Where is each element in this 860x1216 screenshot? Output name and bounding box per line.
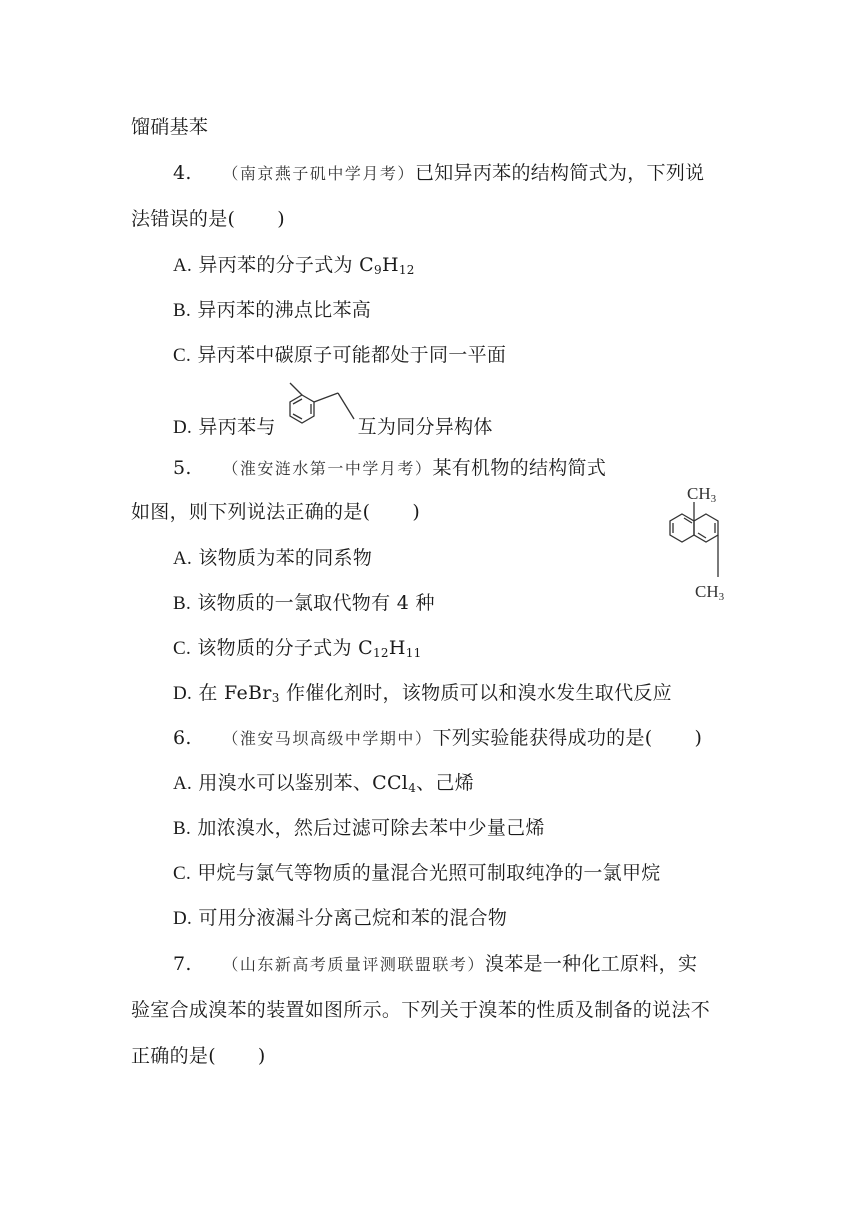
dimethylnaphthalene-structure <box>640 482 750 607</box>
option-b <box>173 590 435 617</box>
question-source: （淮安马坝高级中学期中） <box>222 729 433 748</box>
option-text: 用溴水可以鉴别苯、CCl <box>198 772 409 794</box>
question-text: 正确的是( <box>131 1045 216 1067</box>
question-7-stem-cont2 <box>131 1043 266 1069</box>
subscript: 12 <box>372 646 389 660</box>
option-b <box>173 297 371 324</box>
option-d <box>173 680 672 707</box>
option-text: 异丙苯与 <box>198 416 276 438</box>
option-label: C. <box>173 638 192 659</box>
paren-close: ) <box>277 208 285 230</box>
option-text: 可用分液漏斗分离己烷和苯的混合物 <box>198 907 508 929</box>
option-text: 该物质为苯的同系物 <box>198 547 373 569</box>
option-b <box>173 815 545 842</box>
option-label: D. <box>173 417 193 438</box>
option-text: 异丙苯的沸点比苯高 <box>197 299 372 321</box>
question-text: 某有机物的结构简式 <box>432 457 607 479</box>
question-5-stem-cont <box>131 499 420 525</box>
question-number: 6. <box>173 727 192 749</box>
question-7-stem-cont <box>131 997 710 1023</box>
option-text: 该物质的一氯取代物有 4 种 <box>197 592 435 614</box>
question-number: 5. <box>173 457 192 479</box>
ethyl-toluene-structure <box>280 375 370 440</box>
option-text: 在 FeBr <box>198 682 272 704</box>
methyl-label-top: CH3 <box>687 484 717 505</box>
question-number: 7. <box>173 953 192 975</box>
paren-close: ) <box>257 1045 266 1067</box>
question-text: 验室合成溴苯的装置如图所示。下列关于溴苯的性质及制备的说法不 <box>131 999 711 1021</box>
option-c <box>173 635 422 662</box>
option-label: A. <box>173 255 193 276</box>
question-text: 下列实验能获得成功的是( <box>432 727 653 749</box>
question-4-stem <box>173 160 704 187</box>
methyl-label-bottom: CH3 <box>695 582 725 603</box>
question-source: （山东新高考质量评测联盟联考） <box>222 955 485 974</box>
subscript: 4 <box>408 781 417 795</box>
option-label: D. <box>173 908 193 929</box>
option-text: H <box>381 254 399 276</box>
question-text: 法错误的是( <box>131 208 236 230</box>
option-label: A. <box>173 773 193 794</box>
question-source: （淮安涟水第一中学月考） <box>222 459 433 478</box>
option-c <box>173 342 506 369</box>
option-text: 甲烷与氯气等物质的量混合光照可制取纯净的一氯甲烷 <box>197 862 661 884</box>
question-source: （南京燕子矶中学月考） <box>222 164 415 183</box>
option-text: 异丙苯的分子式为 C <box>198 254 374 276</box>
option-a <box>173 545 372 572</box>
option-label: D. <box>173 683 193 704</box>
question-text: 溴苯是一种化工原料，实 <box>484 953 698 975</box>
option-a <box>173 770 474 797</box>
option-label: B. <box>173 300 192 321</box>
option-text: 作催化剂时，该物质可以和溴水发生取代反应 <box>279 682 672 704</box>
option-text: 、己烯 <box>416 772 475 794</box>
question-7-stem <box>173 951 697 978</box>
continued-text: 馏硝基苯 <box>131 116 209 138</box>
question-4-stem-cont <box>131 206 285 232</box>
question-text: 如图，则下列说法正确的是( <box>131 501 371 523</box>
paren-close: ) <box>412 501 421 523</box>
subscript: 12 <box>398 263 415 277</box>
option-text: 互为同分异构体 <box>357 416 493 438</box>
question-text: 已知异丙苯的结构简式为，下列说 <box>414 162 705 184</box>
subscript: 3 <box>271 691 280 705</box>
question-6-stem <box>173 725 702 752</box>
option-a <box>173 252 415 279</box>
option-label: C. <box>173 863 192 884</box>
option-c <box>173 860 661 887</box>
option-label: B. <box>173 818 192 839</box>
question-5-stem <box>173 455 606 482</box>
option-label: B. <box>173 593 192 614</box>
option-label: C. <box>173 345 192 366</box>
option-text: 加浓溴水，然后过滤可除去苯中少量己烯 <box>197 817 545 839</box>
question-number: 4. <box>173 162 192 184</box>
paren-close: ) <box>694 727 703 749</box>
subscript: 9 <box>374 263 382 277</box>
option-d <box>173 905 507 932</box>
option-text: 该物质的分子式为 C <box>197 637 373 659</box>
option-label: A. <box>173 548 193 569</box>
option-text: H <box>388 637 406 659</box>
subscript: 11 <box>405 646 422 660</box>
option-text: 异丙苯中碳原子可能都处于同一平面 <box>197 344 507 366</box>
